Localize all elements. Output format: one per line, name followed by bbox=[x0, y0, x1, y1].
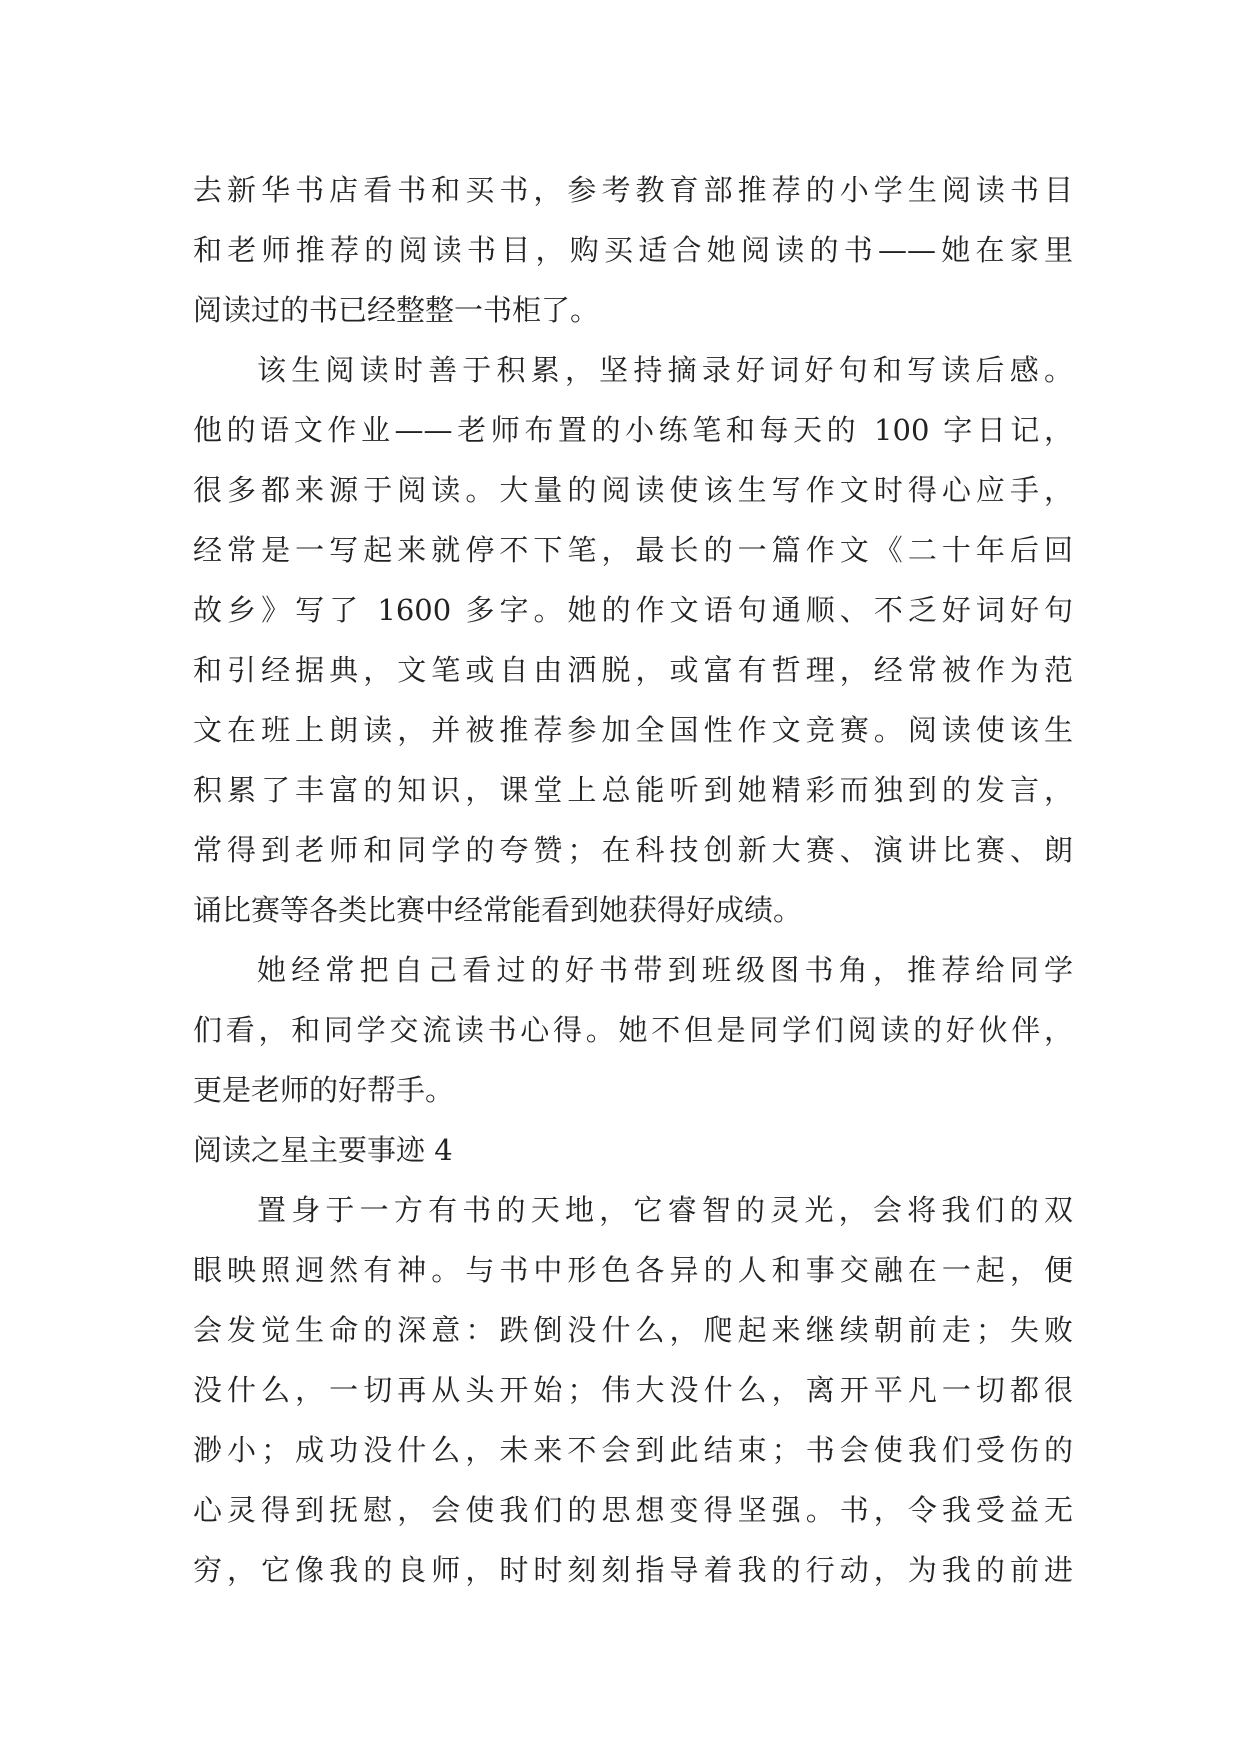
paragraph-line: 心灵得到抚慰，会使我们的思想变得坚强。书，令我受益无 bbox=[193, 1493, 1073, 1527]
paragraph-line: 没什么，一切再从头开始；伟大没什么，离开平凡一切都很 bbox=[193, 1373, 1073, 1407]
paragraph-line: 们看，和同学交流读书心得。她不但是同学们阅读的好伙伴， bbox=[193, 1013, 1073, 1047]
paragraph-line: 穷，它像我的良师，时时刻刻指导着我的行动，为我的前进 bbox=[193, 1553, 1073, 1587]
paragraph-line: 阅读过的书已经整整一书柜了。 bbox=[193, 293, 600, 327]
section-heading: 阅读之星主要事迹 4 bbox=[193, 1133, 453, 1167]
paragraph-line: 积累了丰富的知识，课堂上总能听到她精彩而独到的发言， bbox=[193, 773, 1073, 807]
document-body bbox=[193, 160, 1073, 1600]
paragraph-line: 故乡》写了 1600 多字。她的作文语句通顺、不乏好词好句 bbox=[193, 593, 1073, 627]
paragraph-line: 常得到老师和同学的夸赞；在科技创新大赛、演讲比赛、朗 bbox=[193, 833, 1073, 867]
paragraph-line: 他的语文作业——老师布置的小练笔和每天的 100 字日记， bbox=[193, 413, 1073, 447]
paragraph-line: 和引经据典，文笔或自由洒脱，或富有哲理，经常被作为范 bbox=[193, 653, 1073, 687]
paragraph-line: 眼映照迥然有神。与书中形色各异的人和事交融在一起，便 bbox=[193, 1253, 1073, 1287]
paragraph-line: 和老师推荐的阅读书目，购买适合她阅读的书——她在家里 bbox=[193, 233, 1073, 267]
paragraph-line: 她经常把自己看过的好书带到班级图书角，推荐给同学 bbox=[257, 953, 1073, 987]
paragraph-line: 去新华书店看书和买书，参考教育部推荐的小学生阅读书目 bbox=[193, 173, 1073, 207]
paragraph-line: 诵比赛等各类比赛中经常能看到她获得好成绩。 bbox=[193, 893, 803, 927]
paragraph-line: 该生阅读时善于积累，坚持摘录好词好句和写读后感。 bbox=[257, 353, 1073, 387]
paragraph-line: 很多都来源于阅读。大量的阅读使该生写作文时得心应手， bbox=[193, 473, 1073, 507]
paragraph-line: 会发觉生命的深意：跌倒没什么，爬起来继续朝前走；失败 bbox=[193, 1313, 1073, 1347]
paragraph-line: 更是老师的好帮手。 bbox=[193, 1073, 455, 1107]
paragraph-line: 文在班上朗读，并被推荐参加全国性作文竞赛。阅读使该生 bbox=[193, 713, 1073, 747]
paragraph-line: 置身于一方有书的天地，它睿智的灵光，会将我们的双 bbox=[257, 1193, 1073, 1227]
paragraph-line: 渺小；成功没什么，未来不会到此结束；书会使我们受伤的 bbox=[193, 1433, 1073, 1467]
paragraph-line: 经常是一写起来就停不下笔，最长的一篇作文《二十年后回 bbox=[193, 533, 1073, 567]
